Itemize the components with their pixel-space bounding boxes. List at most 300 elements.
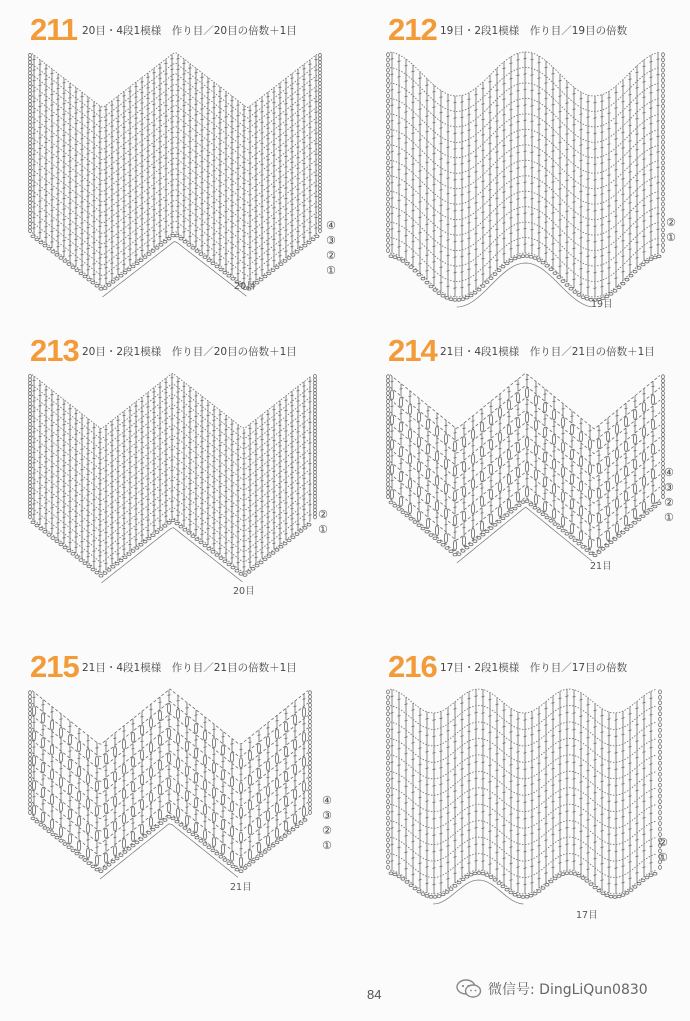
stitch-bar xyxy=(249,438,252,439)
stitch-bar xyxy=(153,209,156,210)
stitch-bar xyxy=(99,453,102,454)
stitch-bar xyxy=(303,437,306,438)
stitch-bar xyxy=(159,184,162,185)
stitch-bar xyxy=(273,187,276,188)
stitch-bar xyxy=(45,237,48,238)
stitch-bar xyxy=(643,205,646,206)
stitch-bar xyxy=(503,130,506,131)
stitch-bar xyxy=(141,422,144,423)
stitch-bar xyxy=(123,159,126,160)
edge-chain xyxy=(387,228,390,232)
stitch-bar xyxy=(57,533,60,534)
stitch-bar xyxy=(159,205,162,206)
puff-stitch xyxy=(534,469,537,479)
stitch-bar xyxy=(225,532,228,533)
stitch-bar xyxy=(571,441,574,442)
foundation-chain xyxy=(119,274,123,277)
stitch-bar xyxy=(391,151,394,152)
stitch-bar xyxy=(219,528,222,529)
stitch-bar xyxy=(261,206,264,207)
stitch-bar xyxy=(475,233,478,234)
stitch-bar xyxy=(63,486,66,487)
stitch-bar xyxy=(207,134,210,135)
stitch-bar xyxy=(165,475,168,476)
stitch-bar xyxy=(159,490,162,491)
stitch-bar xyxy=(201,98,204,99)
pattern-212 xyxy=(388,12,690,332)
stitch-bar xyxy=(482,104,485,105)
stitch-bar xyxy=(622,132,625,133)
stitch-bar xyxy=(634,500,637,501)
stitch-bar xyxy=(291,215,294,216)
stitch-bar xyxy=(552,120,555,121)
stitch-bar xyxy=(279,477,282,478)
edge-chain xyxy=(387,223,390,227)
stitch-bar xyxy=(634,426,637,427)
foundation-chain xyxy=(633,270,637,273)
stitch-bar xyxy=(129,133,132,134)
stitch-bar xyxy=(237,168,240,169)
stitch-bar xyxy=(503,207,506,208)
stitch-bar xyxy=(171,174,174,175)
stitch-bar xyxy=(601,132,604,133)
stitch-bar xyxy=(99,556,102,557)
stitch-bar xyxy=(69,419,72,420)
stitch-bar xyxy=(589,480,592,481)
edge-chain xyxy=(387,420,390,424)
foundation-chain xyxy=(147,253,151,256)
stitch-bar xyxy=(636,180,639,181)
stitch-bar xyxy=(57,246,60,247)
puff-stitch xyxy=(390,414,393,424)
stitch-bar xyxy=(195,406,198,407)
stitch-bar xyxy=(616,415,619,416)
stitch-bar xyxy=(237,449,240,450)
stitch-rows xyxy=(29,53,322,290)
stitch-bar xyxy=(279,87,282,88)
stitch-bar xyxy=(39,96,42,97)
foundation-chain xyxy=(421,277,425,280)
stitch-bar xyxy=(468,192,471,193)
stitch-bar xyxy=(225,169,228,170)
puff-stitch xyxy=(606,481,609,491)
foundation-chain xyxy=(477,288,481,291)
stitch-bar xyxy=(496,152,499,153)
stitch-bar xyxy=(303,195,306,196)
stitch-bar xyxy=(524,58,527,59)
stitch-bar xyxy=(285,135,288,136)
stitch-bar xyxy=(517,121,520,122)
stitch-bar xyxy=(171,439,174,440)
stitch-bar xyxy=(33,228,36,229)
stitch-bar xyxy=(517,409,520,410)
stitch-bar xyxy=(153,72,156,73)
stitch-bar xyxy=(171,80,174,81)
stitch-bar xyxy=(526,454,529,455)
stitch-bar xyxy=(201,452,204,453)
puff-stitch xyxy=(525,487,528,497)
stitch-bar xyxy=(123,254,126,255)
stitch-bar xyxy=(45,100,48,101)
stitch-bar xyxy=(105,491,108,492)
puff-stitch xyxy=(588,439,591,449)
stitch-bar xyxy=(461,272,464,273)
stitch-bar xyxy=(93,489,96,490)
stitch-bar xyxy=(538,217,541,218)
stitch-bar xyxy=(141,187,144,188)
edge-chain xyxy=(387,151,390,155)
stitch-bar xyxy=(171,101,174,102)
stitch-bar xyxy=(255,179,258,180)
stitch-bar xyxy=(75,485,78,486)
stitch-bar xyxy=(594,118,597,119)
stitch-bar xyxy=(195,498,198,499)
stitch-bar xyxy=(129,472,132,473)
stitch-bar xyxy=(524,120,527,121)
stitch-bar xyxy=(285,240,288,241)
stitch-bar xyxy=(426,116,429,117)
stitch-bar xyxy=(153,392,156,393)
stitch-bar xyxy=(147,396,150,397)
stitch-bar xyxy=(650,108,653,109)
stitch-row-line xyxy=(32,517,311,572)
stitch-bar xyxy=(159,459,162,460)
stitch-bar xyxy=(419,171,422,172)
stitch-bar xyxy=(303,227,306,228)
stitch-bar xyxy=(171,59,174,60)
edge-chain xyxy=(662,120,665,124)
stitch-bar xyxy=(510,63,513,64)
stitch-bar xyxy=(123,106,126,107)
stitch-bar xyxy=(629,156,632,157)
stitch-bar xyxy=(285,400,288,401)
stitch-bar xyxy=(39,222,42,223)
stitch-bar xyxy=(454,102,457,103)
stitch-bar xyxy=(231,248,234,249)
puff-stitch xyxy=(642,402,645,412)
stitch-bar xyxy=(63,435,66,436)
stitch-bar xyxy=(608,97,611,98)
stitch-bar xyxy=(309,422,312,423)
stitch-bar xyxy=(141,145,144,146)
stitch-bar xyxy=(447,255,450,256)
edge-chain xyxy=(387,115,390,119)
edge-chain xyxy=(662,68,665,72)
stitch-bar xyxy=(105,257,108,258)
stitch-bar xyxy=(69,542,72,543)
stitch-bar xyxy=(629,172,632,173)
stitch-bar xyxy=(566,226,569,227)
stitch-row-line xyxy=(32,507,311,562)
stitch-bar xyxy=(303,163,306,164)
stitch-bar xyxy=(468,253,471,254)
stitch-bar xyxy=(634,401,637,402)
stitch-bar xyxy=(447,162,450,163)
stitch-bar xyxy=(75,165,78,166)
stitch-bar xyxy=(219,123,222,124)
stitch-bar xyxy=(231,475,234,476)
stitch-bar xyxy=(99,279,102,280)
puff-stitch xyxy=(597,538,600,548)
stitch-bar xyxy=(45,184,48,185)
stitch-bar xyxy=(159,99,162,100)
foundation-chain xyxy=(203,544,207,547)
stitch-bar xyxy=(117,482,120,483)
foundation-chain xyxy=(501,265,505,268)
stitch-row-line xyxy=(32,497,311,552)
stitch-bar xyxy=(412,195,415,196)
stitch-bar xyxy=(183,520,186,521)
stitch-bar xyxy=(315,80,318,81)
stitch-bar xyxy=(461,132,464,133)
stitch-bar xyxy=(531,183,534,184)
stitch-bar xyxy=(496,90,499,91)
stitch-bar xyxy=(405,173,408,174)
stitch-bar xyxy=(261,460,264,461)
stitch-bar xyxy=(171,480,174,481)
edge-chain xyxy=(387,428,390,432)
stitch-bar xyxy=(587,240,590,241)
stitch-bar xyxy=(57,399,60,400)
stitch-bar xyxy=(39,106,42,107)
foundation-chain xyxy=(247,571,251,574)
stitch-bar xyxy=(553,451,556,452)
stitch-bar xyxy=(165,74,168,75)
stitch-bar xyxy=(135,213,138,214)
stitch-bar xyxy=(183,417,186,418)
row-marker: ③ xyxy=(326,234,336,247)
stitch-bar xyxy=(544,493,547,494)
stitch-bar xyxy=(475,264,478,265)
stitch-bar xyxy=(195,104,198,105)
stitch-bar xyxy=(195,468,198,469)
stitch-bar xyxy=(419,186,422,187)
stitch-bar xyxy=(391,431,394,432)
stitch-bar xyxy=(526,478,529,479)
stitch-bar xyxy=(499,399,502,400)
stitch-bar xyxy=(261,450,264,451)
stitch-bar xyxy=(135,97,138,98)
stitch-bar xyxy=(510,125,513,126)
stitch-bar xyxy=(69,256,72,257)
stitch-bar xyxy=(195,72,198,73)
stitch-bar xyxy=(255,106,258,107)
stitch-bar xyxy=(463,453,466,454)
stitch-bar xyxy=(657,105,660,106)
stitch-bar xyxy=(135,437,138,438)
stitch-bar xyxy=(297,210,300,211)
stitch-bar xyxy=(141,82,144,83)
edge-chain xyxy=(662,156,665,160)
stitch-bar xyxy=(503,145,506,146)
stitch-bar xyxy=(426,162,429,163)
puff-stitch xyxy=(642,452,645,462)
stitch-bar xyxy=(153,505,156,506)
stitch-bar xyxy=(249,226,252,227)
stitch-bar xyxy=(141,525,144,526)
stitch-bar xyxy=(447,193,450,194)
stitch-bar xyxy=(87,196,90,197)
stitch-bar xyxy=(291,78,294,79)
stitch-bar xyxy=(45,441,48,442)
edge-chain xyxy=(662,166,665,170)
puff-stitch xyxy=(543,502,546,512)
edge-chain xyxy=(387,212,390,216)
stitch-bar xyxy=(237,273,240,274)
stitch-bar xyxy=(195,447,198,448)
stitch-bar xyxy=(63,230,66,231)
stitch-bar xyxy=(531,245,534,246)
puff-stitch xyxy=(552,459,555,469)
stitch-bar xyxy=(237,252,240,253)
stitch-bar xyxy=(195,115,198,116)
foundation-chain xyxy=(621,282,625,285)
foundation-chain xyxy=(425,281,429,284)
stitch-bar xyxy=(135,118,138,119)
stitch-bar xyxy=(454,164,457,165)
stitch-bar xyxy=(165,168,168,169)
foundation-chain xyxy=(585,298,589,301)
stitch-bar xyxy=(219,486,222,487)
stitch-bar xyxy=(171,408,174,409)
stitch-bar xyxy=(508,391,511,392)
stitch-bar xyxy=(147,77,150,78)
stitch-bar xyxy=(207,113,210,114)
stitch-bar xyxy=(105,512,108,513)
stitch-bar xyxy=(400,463,403,464)
stitch-bar xyxy=(177,153,180,154)
stitch-bar xyxy=(75,92,78,93)
stitch-bar xyxy=(237,521,240,522)
stitch-bar xyxy=(63,146,66,147)
foundation-chain xyxy=(307,523,311,526)
stitch-bar xyxy=(33,80,36,81)
stitch-bar xyxy=(243,556,246,557)
stitch-bar xyxy=(117,111,120,112)
stitch-bar xyxy=(315,228,318,229)
stitch-bar xyxy=(255,444,258,445)
stitch-bar xyxy=(75,208,78,209)
stitch-bar xyxy=(129,452,132,453)
stitch-bar xyxy=(87,464,90,465)
stitch-bar xyxy=(69,161,72,162)
stitch-bar xyxy=(69,224,72,225)
stitch-bar xyxy=(291,395,294,396)
stitch-bar xyxy=(291,246,294,247)
stitch-bar xyxy=(608,128,611,129)
stitch-bar xyxy=(231,516,234,517)
stitch-bar xyxy=(562,409,565,410)
stitch-bar xyxy=(607,448,610,449)
stitch-bar xyxy=(75,444,78,445)
stitch-bar xyxy=(99,226,102,227)
stitch-bar xyxy=(33,442,36,443)
stitch-bar xyxy=(189,215,192,216)
stitch-bar xyxy=(608,144,611,145)
edge-chain xyxy=(387,68,390,72)
edge-chain xyxy=(387,233,390,237)
stitch-bar xyxy=(165,221,168,222)
stitch-bar xyxy=(279,256,282,257)
stitch-bar xyxy=(69,450,72,451)
stitch-bar xyxy=(57,420,60,421)
stitch-bar xyxy=(33,463,36,464)
stitch-bar xyxy=(207,124,210,125)
stitch-bar xyxy=(141,219,144,220)
stitch-bar xyxy=(398,107,401,108)
stitch-bar xyxy=(472,495,475,496)
stitch-bar xyxy=(643,493,646,494)
stitch-bar xyxy=(225,440,228,441)
stitch-bar xyxy=(255,200,258,201)
edge-chain xyxy=(387,387,390,391)
foundation-chain xyxy=(71,266,75,269)
puff-stitch xyxy=(453,466,456,476)
stitch-bar xyxy=(468,130,471,131)
stitch-bar xyxy=(45,421,48,422)
stitch-bar xyxy=(297,452,300,453)
stitch-bar xyxy=(526,404,529,405)
stitch-bar xyxy=(255,423,258,424)
stitch-bar xyxy=(482,258,485,259)
stitch-bar xyxy=(213,202,216,203)
stitch-bar xyxy=(587,179,590,180)
stitch-bar xyxy=(601,271,604,272)
stitch-bar xyxy=(545,160,548,161)
stitch-bar xyxy=(147,235,150,236)
stitch-bar xyxy=(165,63,168,64)
stitch-bar xyxy=(147,172,150,173)
stitch-bar xyxy=(111,221,114,222)
stitch-bar xyxy=(517,230,520,231)
stitch-bar xyxy=(93,158,96,159)
stitch-bar xyxy=(545,222,548,223)
stitch-bar xyxy=(105,481,108,482)
stitch-bar xyxy=(499,448,502,449)
stitch-bar xyxy=(615,231,618,232)
stitch-bar xyxy=(99,566,102,567)
stitch-bar xyxy=(123,477,126,478)
stitch-bar xyxy=(629,187,632,188)
stitch-bar xyxy=(123,180,126,181)
stitch-bar xyxy=(153,484,156,485)
stitch-bar xyxy=(538,140,541,141)
stitch-bar xyxy=(153,220,156,221)
stitch-bar xyxy=(598,504,601,505)
stitch-bar xyxy=(207,405,210,406)
stitch-bar xyxy=(433,153,436,154)
stitch-bar xyxy=(237,147,240,148)
puff-stitch xyxy=(651,395,654,405)
stitch-bar xyxy=(309,504,312,505)
stitch-bar xyxy=(117,163,120,164)
stitch-bar xyxy=(147,182,150,183)
stitch-bar xyxy=(657,121,660,122)
stitch-bar xyxy=(622,163,625,164)
foundation-chain xyxy=(87,565,91,568)
stitch-bar xyxy=(249,562,252,563)
stitch-bar xyxy=(207,82,210,83)
stitch-bar xyxy=(636,227,639,228)
stitch-bar xyxy=(391,198,394,199)
stitch-bar xyxy=(255,475,258,476)
stitch-bar xyxy=(510,171,513,172)
stitch-bar xyxy=(279,507,282,508)
stitch-bar xyxy=(33,483,36,484)
stitch-bar xyxy=(183,386,186,387)
stitch-bar xyxy=(454,288,457,289)
stitch-bar xyxy=(291,162,294,163)
